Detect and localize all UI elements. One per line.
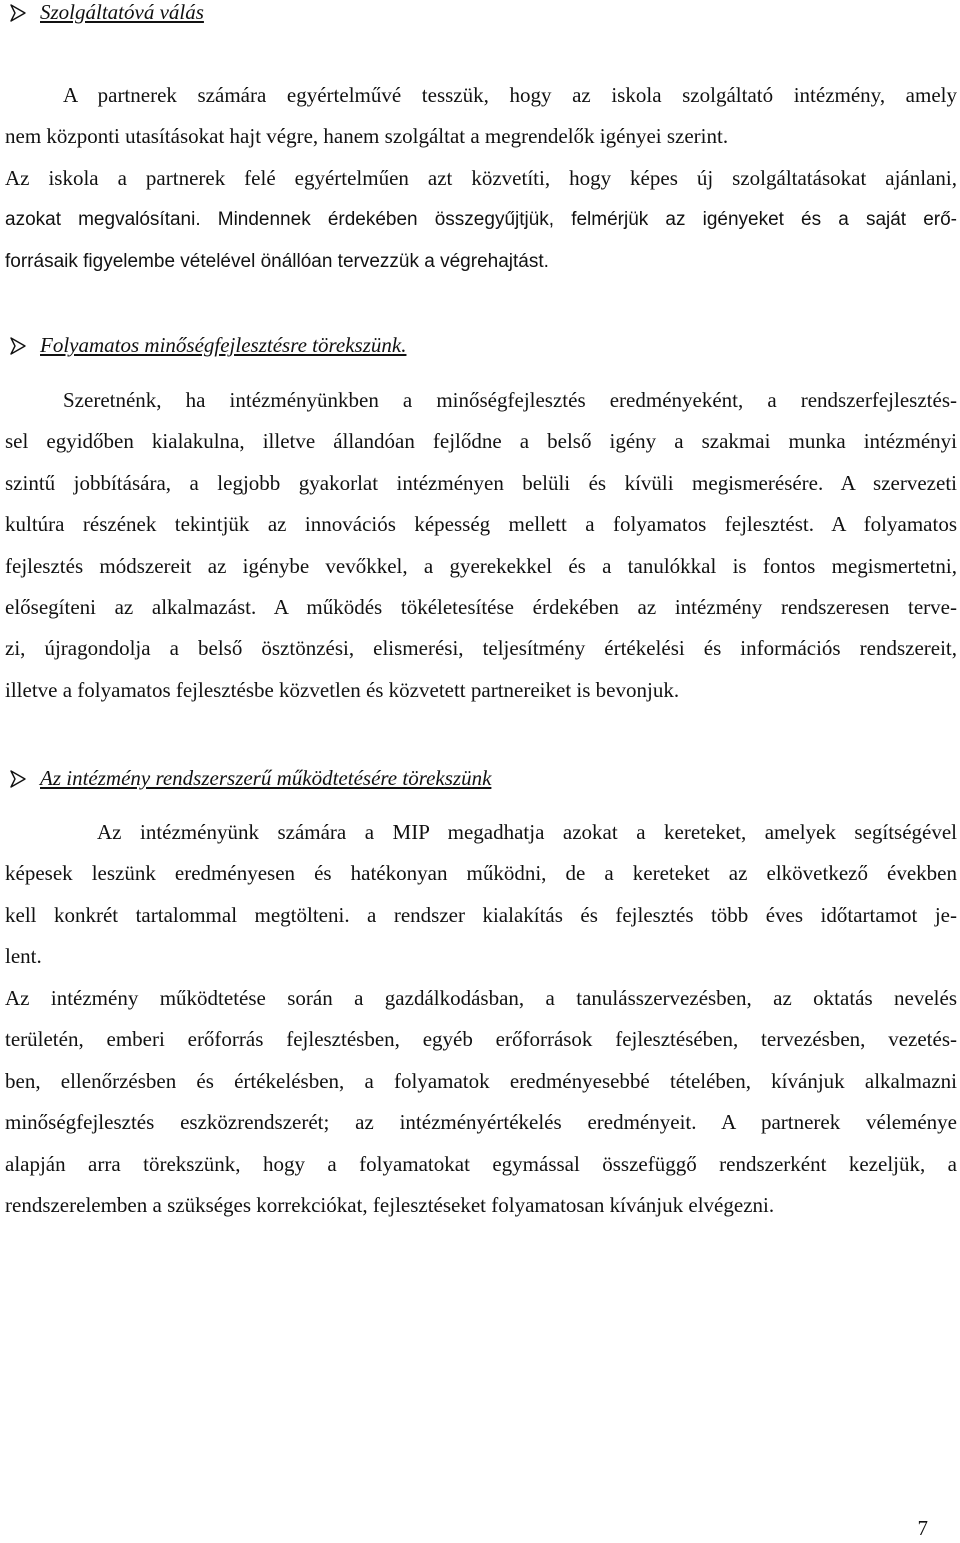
section-heading-2 [8, 332, 406, 358]
section-3-paragraph-a [5, 812, 957, 978]
section-heading-text: Folyamatos minőségfejlesztésre törekszünk. [40, 333, 407, 357]
section-1-paragraph [5, 75, 957, 282]
section-heading-3 [8, 765, 491, 791]
paragraph-line: forrásaik figyelembe vételével önállóan tervezzük a végrehajtást. [5, 250, 549, 272]
paragraph-line: Szeretnénk, ha intézményünkben a minőségfejlesztés eredményeként, a rendszerfejlesztés- [63, 388, 957, 412]
paragraph-line: alapján arra törekszünk, hogy a folyamatokat egymással összefüggő rendszerként kezeljük, a [5, 1151, 957, 1176]
paragraph-line: nem központi utasításokat hajt végre, hanem szolgáltat a megrendelők igényei szerint. [5, 124, 729, 149]
paragraph-line: zi, újragondolja a belső ösztönzési, elismerési, teljesítmény értékelési és információs rendszereit, [5, 636, 957, 661]
paragraph-line: minőségfejlesztés eszközrendszerét; az intézményértékelés eredményeit. A partnerek véleménye [5, 1110, 957, 1135]
paragraph-line: Az intézményünk számára a MIP megadhatja azokat a kereteket, amelyek segítségével [97, 820, 957, 844]
paragraph-line: elősegíteni az alkalmazást. A működés tökéletesítése érdekében az intézmény rendszeresen terve- [5, 595, 957, 620]
arrow-bullet-icon [10, 337, 26, 355]
paragraph-line: fejlesztés módszereit az igénybe vevőkkel, a gyerekekkel és a tanulókkal is fontos megismertetni, [5, 553, 957, 578]
paragraph-line: szintű jobbítására, a legjobb gyakorlat intézményen belüli és kívüli megismerésére. A szervezeti [5, 470, 957, 495]
arrow-bullet-icon [10, 4, 26, 22]
paragraph-line: illetve a folyamatos fejlesztésbe közvetlen és közvetett partnereiket is bevonjuk. [5, 677, 680, 702]
paragraph-line: képesek leszünk eredményesen és hatékonyan működni, de a kereteket az elkövetkező években [5, 861, 957, 886]
paragraph-line: ben, ellenőrzésben és értékelésben, a folyamatok eredményesebbé tételében, kívánjuk alkalmazni [5, 1068, 957, 1093]
paragraph-line: kell konkrét tartalommal megtölteni. a rendszer kialakítás és fejlesztés több éves időtartamot je- [5, 902, 957, 927]
section-heading-1 [8, 0, 204, 25]
paragraph-line: kultúra részének tekintjük az innovációs képesség mellett a folyamatos fejlesztést. A folyamatos [5, 512, 957, 537]
paragraph-line: rendszerelemben a szükséges korrekciókat, fejlesztéseket folyamatosan kívánjuk elvégezni. [5, 1193, 775, 1218]
paragraph-line: sel egyidőben kialakulna, illetve állandóan fejlődne a belső igény a szakmai munka intézményi [5, 429, 957, 454]
paragraph-line: területén, emberi erőforrás fejlesztésben, egyéb erőforrások fejlesztésében, tervezésben, vezetés- [5, 1027, 957, 1052]
section-heading-text: Az intézmény rendszerszerű működtetésére törekszünk [40, 766, 492, 790]
arrow-bullet-icon [10, 770, 26, 788]
page-number: 7 [917, 1516, 928, 1540]
paragraph-line: lent. [5, 944, 42, 969]
paragraph-line: Az iskola a partnerek felé egyértelműen azt közvetíti, hogy képes új szolgáltatásokat ajánlani, [5, 165, 957, 190]
section-heading-text: Szolgáltatóvá válás [40, 0, 204, 24]
paragraph-line: azokat megvalósítani. Mindennek érdekében összegyűjtjük, felmérjük az igényeket és a saját erő- [5, 209, 957, 231]
paragraph-line: Az intézmény működtetése során a gazdálkodásban, a tanulásszervezésben, az oktatás nevelés [5, 986, 957, 1010]
paragraph-line: A partnerek számára egyértelművé tesszük, hogy az iskola szolgáltató intézmény, amely [63, 83, 957, 107]
section-3-paragraph-b [5, 978, 957, 1226]
section-2-paragraph [5, 380, 957, 711]
